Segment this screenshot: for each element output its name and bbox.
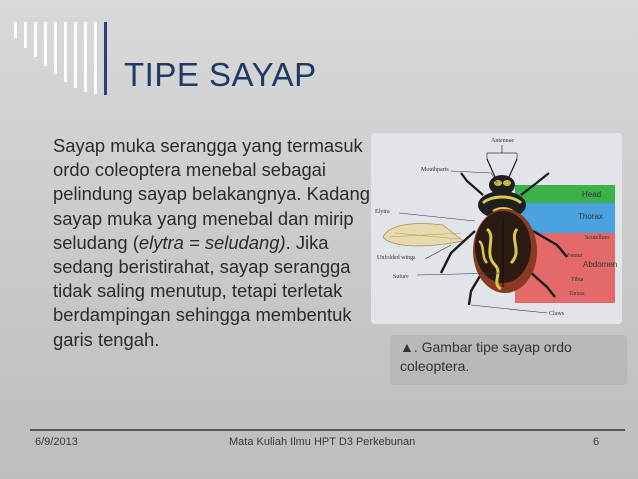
body-text-part2: . Jika sedang beristirahat, sayap serangga tidak saling menutup, tetapi terletak berdampingan sehingga membentuk garis tengah. — [53, 231, 352, 350]
body-text-part1: Sayap muka serangga yang termasuk ordo coleoptera menebal sebagai pelindung sayap belakangnya. Kadang sayap muka yang menebal dan mirip seludang ( — [53, 135, 370, 253]
beetle-diagram — [371, 133, 622, 324]
unfolded-wing — [383, 224, 463, 246]
figure-caption: ▲. Gambar tipe sayap ordo coleoptera. — [400, 339, 572, 374]
slide-body-text — [53, 134, 373, 352]
body-text-italic: elytra = seludang) — [138, 231, 286, 253]
label-abdomen: Abdomen — [583, 260, 618, 269]
label-antennae: Antennae — [491, 138, 514, 144]
label-tibia: Tibia — [571, 277, 584, 283]
footer-course: Mata Kuliah Ilmu HPT D3 Perkebunan — [229, 436, 416, 448]
footer-page-number: 6 — [593, 436, 600, 448]
label-elytra: Elytra — [375, 209, 390, 215]
slide-title: TIPE SAYAP — [124, 56, 317, 93]
figure-caption-box — [390, 335, 627, 385]
label-head: Head — [582, 190, 602, 199]
beetle-diagram-svg — [371, 133, 622, 324]
label-claws: Claws — [549, 311, 564, 317]
label-unfolded-wings: Unfolded wings — [377, 255, 416, 261]
label-suture: Suture — [393, 274, 409, 280]
label-tarsus: Tarsus — [569, 291, 585, 297]
decorative-stripes — [0, 0, 110, 95]
footer-divider — [30, 429, 625, 431]
footer-date: 6/9/2013 — [35, 436, 78, 448]
label-thorax: Thorax — [578, 212, 603, 221]
label-scutellum: Scutellum — [585, 235, 610, 241]
label-mouthparts: Mouthparts — [421, 167, 449, 173]
label-femur: Femur — [567, 253, 583, 259]
